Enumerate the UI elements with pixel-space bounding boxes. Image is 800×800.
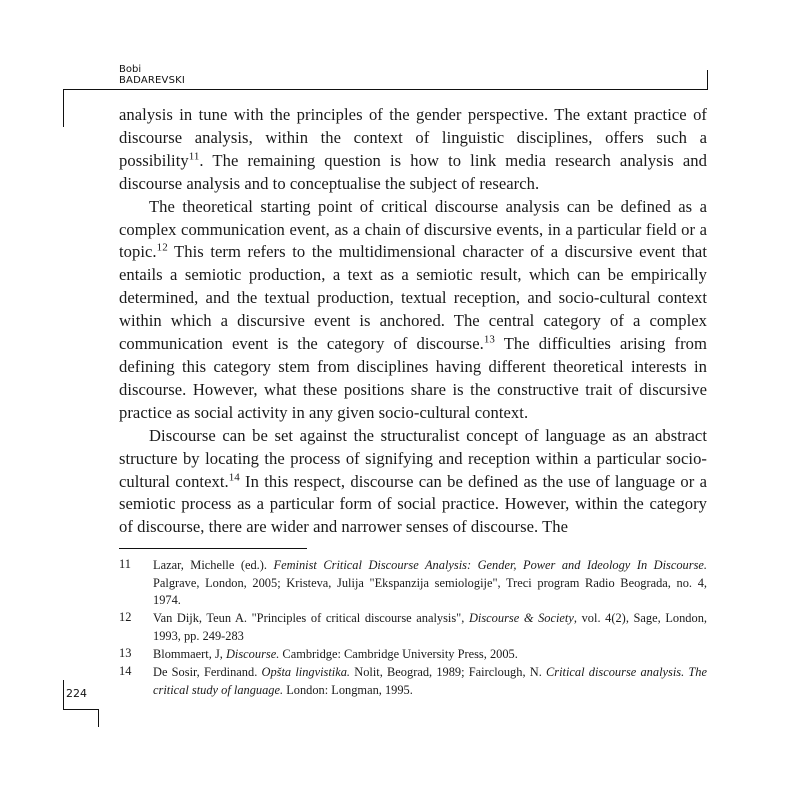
paragraph-1-text-b: . The remaining question is how to link media research analysis and discourse analysis and to conceptualise the subject of research.	[119, 150, 707, 193]
paragraph-2	[119, 196, 707, 425]
footnote-text-plain: Van Dijk, Teun A. "Principles of critical discourse analysis",	[153, 611, 469, 626]
footnote-13	[119, 646, 707, 664]
footnote-text	[153, 664, 707, 699]
header-author-first-name: Bobi	[119, 64, 142, 75]
page-number: 224	[66, 687, 87, 700]
header-rule-right-tick	[707, 70, 708, 90]
footnote-text-plain: London: Longman, 1995.	[283, 682, 413, 697]
footnote-text	[153, 610, 707, 645]
footnote-title-italic: Discourse & Society	[468, 611, 574, 626]
footnote-14	[119, 664, 707, 699]
paragraph-1-text-a: analysis in tune with the principles of the gender perspective. The extant practice of discourse analysis, within the context of linguistic disciplines, offers such a possibility	[119, 105, 707, 170]
footnote-number: 12	[119, 610, 132, 625]
header-rule-horizontal	[63, 89, 708, 90]
footnote-text-plain: Blommaert, J,	[153, 646, 226, 661]
page-number-rule-bottom	[63, 709, 99, 710]
footnote-title-italic: Discourse.	[225, 646, 280, 661]
footnote-text	[153, 646, 707, 664]
footnotes-list	[119, 557, 707, 700]
footnote-title-italic: Critical discourse analysis. The critical study of language.	[153, 665, 707, 697]
footnote-ref-11: 11	[188, 150, 200, 163]
footnote-ref-14: 14	[228, 470, 240, 483]
footnote-ref-13: 13	[483, 333, 495, 346]
footnote-text-plain: Palgrave, London, 2005; Kristeva, Julija "Ekspanzija semiologije", Treci program Radio Beograda, no. 4, 1974.	[153, 575, 707, 608]
footnote-number: 13	[119, 645, 132, 660]
paragraph-1	[119, 104, 707, 196]
footnote-ref-12: 12	[156, 241, 168, 254]
footnote-number: 14	[119, 664, 132, 679]
paragraph-3	[119, 425, 707, 540]
footnote-12	[119, 610, 707, 645]
footnote-11	[119, 557, 707, 610]
paragraph-2-text-b: This term refers to the multidimensional character of a discursive event that entails a semiotic production, a text as a semiotic result, which can be empirically determined, and the textual production, textual reception, and socio-cultural context within which a discursive event is anchored. The central category of a complex communication event is the category of discourse.	[119, 242, 707, 354]
paragraph-2-text-c: The difficulties arising from defining this category stem from disciplines having different theoretical interests in discourse. However, what these positions share is the constructive trait of discursive practice as social activity in any given socio-cultural context.	[119, 334, 707, 422]
footnote-text-plain: Cambridge: Cambridge University Press, 2005.	[279, 646, 518, 661]
header-rule-left-tick	[63, 89, 64, 127]
paragraph-3-text-b: In this respect, discourse can be defined as the use of language or a semiotic process as a particular form of social practice. However, within the category of discourse, there are wider and narrower senses of discourse. The	[119, 471, 707, 537]
footnote-title-italic: Opšta lingvistika.	[261, 665, 351, 680]
footnote-text-plain: Lazar, Michelle (ed.).	[153, 558, 274, 572]
footnote-text-plain: De Sosir, Ferdinand.	[153, 665, 262, 680]
paragraph-2-text-a: The theoretical starting point of critical discourse analysis can be defined as a complex communication event, as a chain of discursive events, in a particular field or a topic.	[119, 196, 707, 262]
footnote-separator	[119, 548, 307, 549]
header-author-last-name: BADAREVSKI	[119, 75, 186, 86]
paragraph-3-text-a: Discourse can be set against the structuralist concept of language as an abstract structure by locating the process of signifying and reception within a particular socio-cultural context.	[119, 425, 707, 491]
footnote-text	[153, 557, 707, 610]
page-number-rule-right	[98, 709, 99, 727]
footnote-number: 11	[119, 557, 131, 571]
main-body-text	[119, 104, 707, 539]
footnote-text-plain: Nolit, Beograd, 1989; Fairclough, N.	[350, 665, 547, 680]
footnote-text-plain: , vol. 4(2), Sage, London, 1993, pp. 249-283	[153, 611, 707, 643]
footnote-title-italic: Feminist Critical Discourse Analysis: Gender, Power and Ideology In Discourse.	[273, 558, 707, 572]
page-number-rule-left	[63, 680, 64, 710]
